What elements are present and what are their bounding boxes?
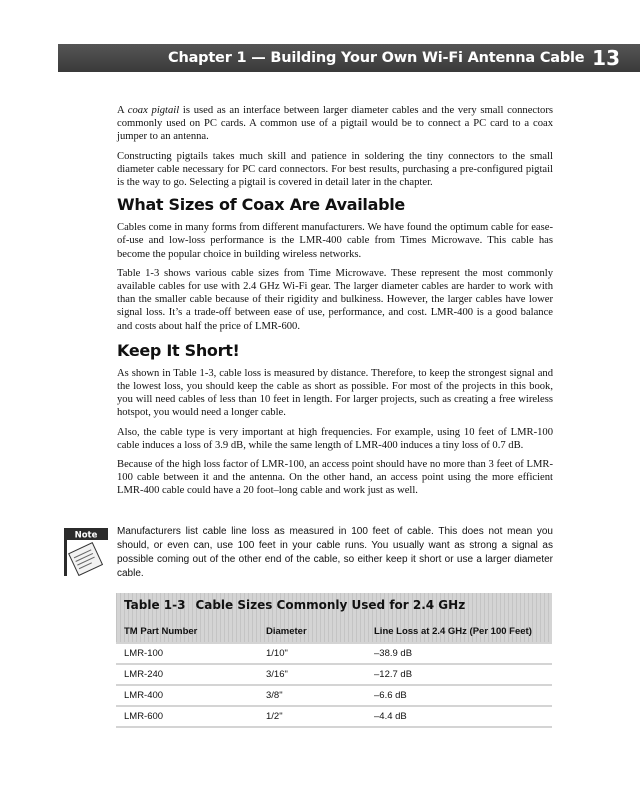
table-title: Cable Sizes Commonly Used for 2.4 GHz [195, 598, 466, 612]
intro-paragraph-2: Constructing pigtails takes much skill and patience in soldering the tiny connectors to the small diameter cable necessary for PC card connectors. For best results, purchasing a pre-configured pigtail is the way to go. Selecting a pigtail is covered in detail later in the chapter. [117, 150, 553, 189]
coax-paragraph-2: Table 1-3 shows various cable sizes from Time Microwave. These represent the most commonly available cables for use with 2.4 GHz Wi-Fi gear. The larger diameter cables are harder to work with than the smaller cable because of their rigidity and bulkiness. However, the larger cables have lower signal loss. It’s a trade-off between ease of use, performance, and cost. LMR-400 is a good balance and costs about half the price of LMR-600. [117, 267, 553, 332]
table-cell: LMR-240 [116, 664, 258, 685]
main-text [117, 104, 553, 504]
table-cell: 3/8" [258, 685, 366, 706]
cable-table-grid [116, 620, 552, 728]
chapter-title: Chapter 1 — Building Your Own Wi-Fi Antenna Cable [168, 50, 585, 66]
table-row [116, 706, 552, 727]
column-header: Diameter [258, 620, 366, 643]
table-cell: 3/16" [258, 664, 366, 685]
table-row [116, 664, 552, 685]
page-number: 13 [592, 46, 620, 70]
table-cell: LMR-600 [116, 706, 258, 727]
table-cell: –12.7 dB [366, 664, 552, 685]
cable-sizes-table [116, 593, 552, 721]
table-cell: –4.4 dB [366, 706, 552, 727]
table-row [116, 685, 552, 706]
short-paragraph-1: As shown in Table 1-3, cable loss is measured by distance. Therefore, to keep the strongest signal and the lowest loss, you should keep the cable as short as possible. For most of the projects in this book, you will need cables of less than 10 feet in length. For larger projects, such as creating a free wireless hotspot, you would need a longer cable. [117, 367, 553, 419]
short-paragraph-2: Also, the cable type is very important at high frequencies. For example, using 10 feet of LMR-100 cable induces a loss of 3.9 dB, while the same length of LMR-400 induces a tiny loss of 0.7 dB. [117, 426, 553, 451]
table-cell: LMR-400 [116, 685, 258, 706]
note-text: Manufacturers list cable line loss as measured in 100 feet of cable. This does not mean you should, or even can, use 100 feet in your cable runs. You usually want as strong a signal as possible coming out of the other end of the cable, so either keep it short or use a larger diameter cable. [117, 526, 553, 579]
section-heading-keep-short: Keep It Short! [117, 340, 240, 360]
column-header: Line Loss at 2.4 GHz (Per 100 Feet) [366, 620, 552, 643]
short-paragraph-3: Because of the high loss factor of LMR-100, an access point should have no more than 3 feet of LMR-100 cable between it and the antenna. On the other hand, an access point using the more efficient LMR-400 cable could have a 20 foot–long cable and work just as well. [117, 459, 553, 497]
table-row [116, 643, 552, 664]
coax-pigtail-term: coax pigtail [127, 105, 180, 116]
chapter-header-bar [58, 44, 640, 72]
note-icon [64, 528, 108, 576]
table-header-row [116, 620, 552, 643]
table-cell: LMR-100 [116, 643, 258, 664]
table-number: Table 1-3 [124, 598, 186, 612]
table-cell: –38.9 dB [366, 643, 552, 664]
column-header: TM Part Number [116, 620, 258, 643]
table-cell: –6.6 dB [366, 685, 552, 706]
intro-paragraph-1: A coax pigtail is used as an interface between larger diameter cables and the very small connectors commonly used on PC cards. A common use of a pigtail would be to connect a PC card to a coax jumper to an antenna. [117, 105, 553, 143]
table-cell: 1/2" [258, 706, 366, 727]
table-caption [124, 598, 465, 612]
note-label: Note [74, 530, 98, 541]
section-heading-coax-sizes: What Sizes of Coax Are Available [117, 195, 405, 215]
table-cell: 1/10" [258, 643, 366, 664]
coax-paragraph-1: Cables come in many forms from different manufacturers. We have found the optimum cable for ease-of-use and low-loss performance is the LMR-400 cable from Times Microwave. This cable has become the popular choice in building wireless networks. [117, 222, 553, 260]
